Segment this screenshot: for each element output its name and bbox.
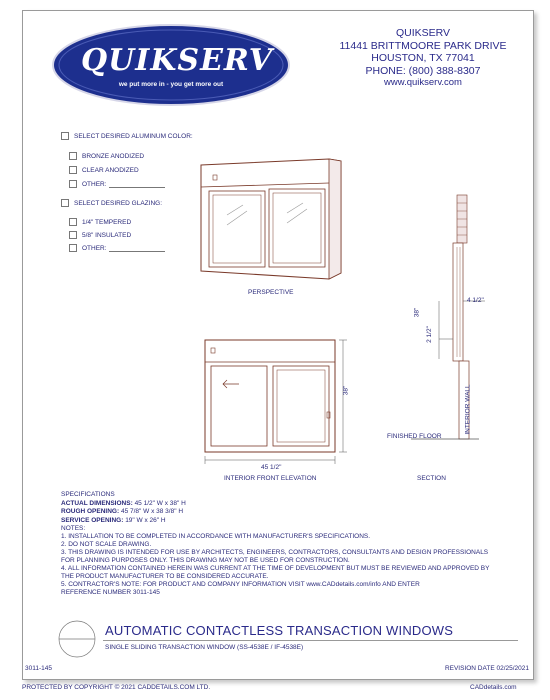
section-depth-dimension: 4 1/2" bbox=[467, 297, 484, 304]
glazing-option-tempered: 1/4" TEMPERED bbox=[69, 218, 131, 226]
checkbox-icon[interactable] bbox=[69, 231, 77, 239]
drawing-sheet bbox=[22, 10, 534, 680]
section-height-dimension: 38" bbox=[413, 307, 421, 318]
specifications bbox=[61, 491, 186, 525]
checkbox-icon[interactable] bbox=[69, 166, 77, 174]
revision-date: REVISION DATE 02/25/2021 bbox=[444, 665, 529, 672]
note-line: 3. THIS DRAWING IS INTENDED FOR USE BY ARCHITECTS, ENGINEERS, CONTRACTORS, CONSULTANTS AND DESIGN PROFESSIONALS bbox=[61, 549, 489, 556]
company-city: HOUSTON, TX 77041 bbox=[371, 52, 475, 64]
note-line: REFERENCE NUMBER 3011-145 bbox=[61, 589, 160, 596]
title-circle-icon bbox=[57, 619, 97, 659]
notes-heading: NOTES: bbox=[61, 525, 86, 532]
checkbox-icon[interactable] bbox=[69, 152, 77, 160]
note-line: 5. CONTRACTOR'S NOTE: FOR PRODUCT AND COMPANY INFORMATION VISIT www.CADdetails.com/info AND ENTER bbox=[61, 581, 420, 588]
note-line: THE PRODUCT MANUFACTURER TO BE CONSIDERED ACCURATE. bbox=[61, 573, 269, 580]
checkbox-icon[interactable] bbox=[69, 218, 77, 226]
note-line: 1. INSTALLATION TO BE COMPLETED IN ACCORDANCE WITH MANUFACTURER'S SPECIFICATIONS. bbox=[61, 533, 371, 540]
note-line: FOR PLANNING PURPOSES ONLY. THIS DRAWING MAY NOT BE USED FOR CONSTRUCTION. bbox=[61, 557, 350, 564]
color-option-other: OTHER: bbox=[69, 180, 165, 188]
glazing-option-other: OTHER: bbox=[69, 244, 165, 252]
spec-row: SERVICE OPENING: 19" W x 26" H bbox=[61, 516, 166, 524]
specs-heading: SPECIFICATIONS bbox=[61, 491, 115, 498]
elevation-label: INTERIOR FRONT ELEVATION bbox=[224, 475, 317, 482]
notes bbox=[61, 525, 489, 597]
checkbox-icon[interactable] bbox=[69, 180, 77, 188]
company-info bbox=[323, 27, 523, 90]
perspective-drawing bbox=[197, 155, 347, 285]
fill-line bbox=[109, 181, 165, 188]
fill-line bbox=[109, 245, 165, 252]
logo-tagline: we put more in - you get more out bbox=[118, 81, 224, 88]
glazing-heading: SELECT DESIRED GLAZING: bbox=[61, 199, 162, 207]
drawing-title: AUTOMATIC CONTACTLESS TRANSACTION WINDOWS bbox=[105, 623, 454, 638]
elevation-drawing bbox=[203, 336, 363, 466]
section-label: SECTION bbox=[417, 475, 446, 482]
color-option-bronze: BRONZE ANODIZED bbox=[69, 152, 144, 160]
spec-row: ACTUAL DIMENSIONS: 45 1/2" W x 38" H bbox=[61, 499, 186, 507]
checkbox-icon[interactable] bbox=[61, 132, 69, 140]
checkbox-icon[interactable] bbox=[69, 244, 77, 252]
company-phone: PHONE: (800) 388-8307 bbox=[365, 64, 481, 77]
drawing-subtitle: SINGLE SLIDING TRANSACTION WINDOW (SS-4538E / IF-4538E) bbox=[105, 644, 304, 651]
interior-wall-label: INTERIOR WALL bbox=[464, 384, 472, 435]
section-drawing bbox=[409, 189, 499, 449]
company-address: 11441 BRITTMOORE PARK DRIVE bbox=[339, 39, 507, 52]
color-option-clear: CLEAR ANODIZED bbox=[69, 166, 139, 174]
glazing-option-insulated: 5/8" INSULATED bbox=[69, 231, 131, 239]
finished-floor-label: FINISHED FLOOR bbox=[387, 433, 442, 440]
note-line: 4. ALL INFORMATION CONTAINED HEREIN WAS CURRENT AT THE TIME OF DEVELOPMENT BUT MUST BE REVIEWED AND APPROVED BY bbox=[61, 565, 490, 572]
title-rule bbox=[103, 640, 518, 641]
width-dimension: 45 1/2" bbox=[261, 464, 282, 471]
note-line: 2. DO NOT SCALE DRAWING. bbox=[61, 541, 152, 548]
logo-wordmark: QUIKSERV bbox=[81, 43, 274, 78]
section-sill-dimension: 2 1/2" bbox=[425, 326, 433, 343]
spec-row: ROUGH OPENING: 45 7/8" W x 38 3/8" H bbox=[61, 508, 184, 515]
perspective-label: PERSPECTIVE bbox=[248, 289, 294, 296]
caddetails-brand[interactable]: CADdetails.com bbox=[470, 684, 517, 691]
checkbox-icon[interactable] bbox=[61, 199, 69, 207]
height-dimension: 38" bbox=[342, 385, 350, 396]
drawing-number: 3011-145 bbox=[25, 665, 52, 672]
copyright: PROTECTED BY COPYRIGHT © 2021 CADDETAILS.COM LTD. bbox=[22, 684, 211, 691]
company-name: QUIKSERV bbox=[395, 27, 451, 39]
company-website: www.quikserv.com bbox=[384, 77, 462, 88]
color-heading: SELECT DESIRED ALUMINUM COLOR: bbox=[61, 132, 193, 140]
